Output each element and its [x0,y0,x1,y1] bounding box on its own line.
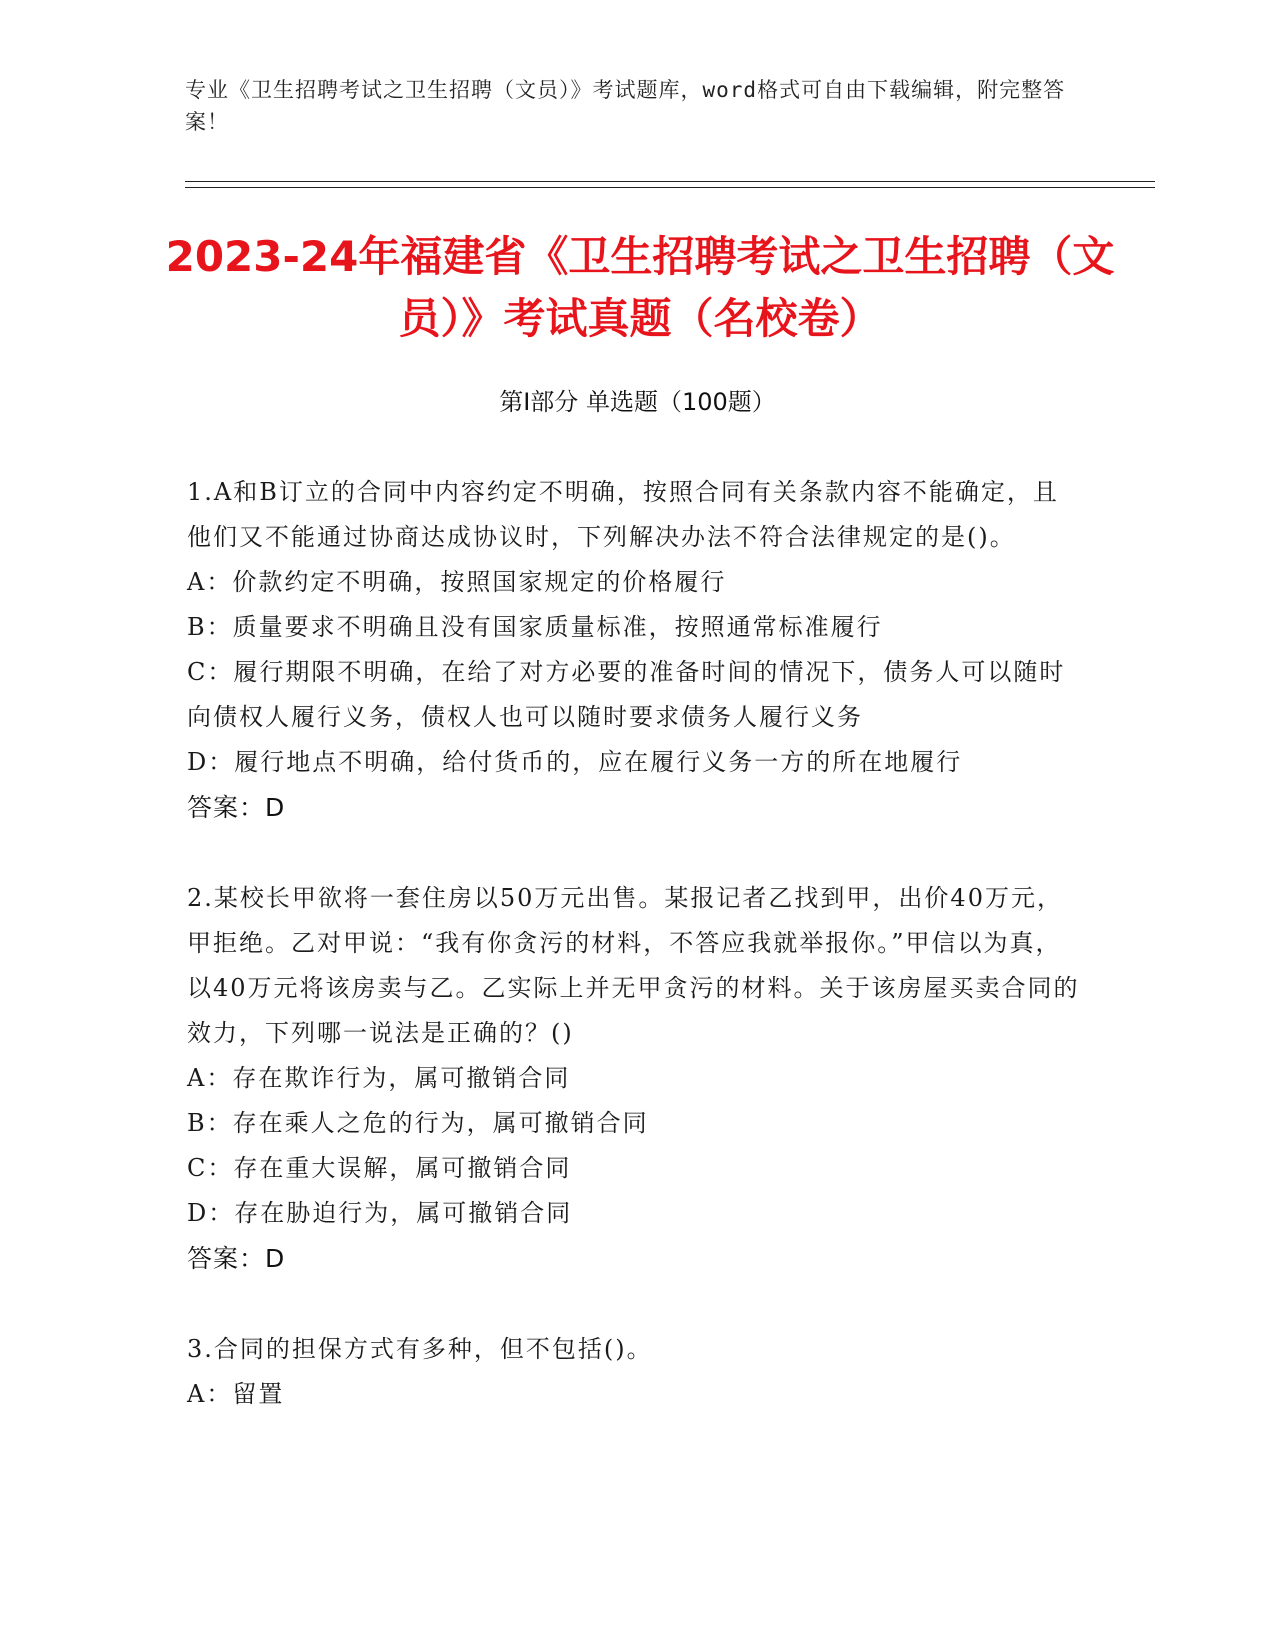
question-stem: 2.某校长甲欲将一套住房以50万元出售。某报记者乙找到甲，出价40万元，甲拒绝。乙对甲说：“我有你贪污的材料，不答应我就举报你。”甲信以为真，以40万元将该房卖与乙。乙实际上并无甲贪污的材料。关于该房屋买卖合同的效力，下列哪一说法是正确的？() [187,884,1080,1047]
option-a: A：价款约定不明确，按照国家规定的价格履行 [187,568,727,596]
option-b: B：质量要求不明确且没有国家质量标准，按照通常标准履行 [187,613,883,641]
header-note: 专业《卫生招聘考试之卫生招聘（文员）》考试题库，word格式可自由下载编辑，附完整答案！ [185,78,1066,134]
question-list [187,470,1082,1463]
answer-label: 答案：D [187,793,286,822]
option-d: D：存在胁迫行为，属可撤销合同 [187,1199,573,1227]
question-stem: 3.合同的担保方式有多种，但不包括()。 [187,1335,653,1363]
header-divider [185,181,1155,182]
document-title: 2023-24年福建省《卫生招聘考试之卫生招聘（文员）》考试真题（名校卷） [165,232,1115,343]
option-c: C：存在重大误解，属可撤销合同 [187,1154,572,1182]
section-title: 第I部分 单选题（100题） [499,388,776,416]
question-item [187,876,1082,1281]
option-a: A：留置 [187,1380,285,1408]
question-stem: 1.A和B订立的合同中内容约定不明确，按照合同有关条款内容不能确定，且他们又不能通过协商达成协议时，下列解决办法不符合法律规定的是()。 [187,478,1059,551]
option-b: B：存在乘人之危的行为，属可撤销合同 [187,1109,649,1137]
option-a: A：存在欺诈行为，属可撤销合同 [187,1064,571,1092]
question-item [187,470,1082,830]
answer-label: 答案：D [187,1244,286,1273]
option-c: C：履行期限不明确，在给了对方必要的准备时间的情况下，债务人可以随时向债权人履行义务，债权人也可以随时要求债务人履行义务 [187,658,1066,731]
question-item [187,1327,1082,1417]
header-divider-second [185,187,1155,188]
option-d: D：履行地点不明确，给付货币的，应在履行义务一方的所在地履行 [187,748,963,776]
